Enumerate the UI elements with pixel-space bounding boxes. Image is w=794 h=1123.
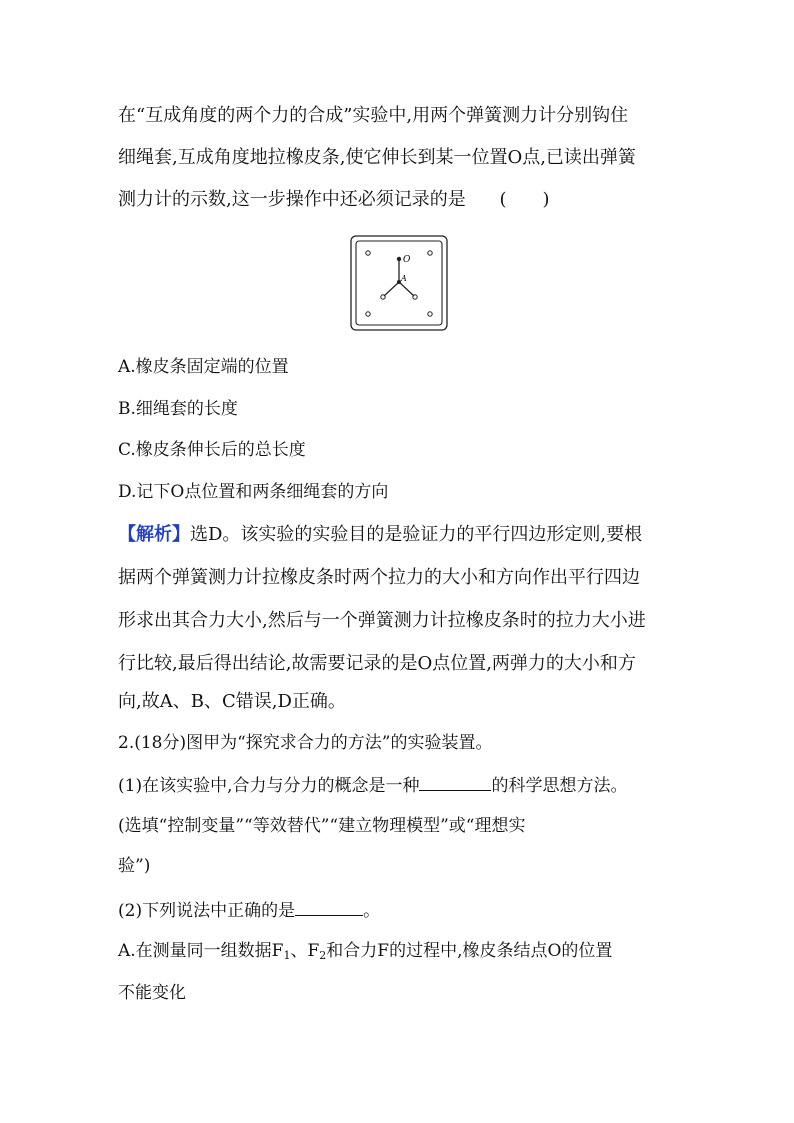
- q2-option-a-sub-1: 1: [283, 949, 291, 962]
- string-left: [384, 282, 399, 296]
- q1-stem-text: 测力计的示数,这一步操作中还必须记录的是: [118, 189, 466, 210]
- pin-top-right: [428, 251, 432, 255]
- q2-part1-note-1: (选填“控制变量”“等效替代”“建立物理模型”或“理想实: [118, 816, 526, 836]
- analysis-label: 【解析】: [118, 524, 190, 545]
- q2-option-a-text-2: 、F: [290, 941, 320, 961]
- point-o-dot: [397, 257, 401, 261]
- q2-part2-after: 。: [363, 901, 381, 921]
- q2-part2-before: (2)下列说法中正确的是: [118, 901, 296, 921]
- pin-top-left: [366, 251, 370, 255]
- q2-option-a-line-1: [118, 939, 612, 968]
- string-right: [399, 282, 414, 296]
- q2-option-a-line-2: 不能变化: [118, 983, 186, 1003]
- q1-option-c: C.橡皮条伸长后的总长度: [118, 440, 306, 460]
- q1-stem-line-3: [118, 188, 550, 212]
- q1-option-d: D.记下O点位置和两条细绳套的方向: [118, 482, 389, 502]
- analysis-line-3: 形求出其合力大小,然后与一个弹簧测力计拉橡皮条时的拉力大小进: [118, 610, 646, 631]
- q2-option-a-sub-2: 2: [319, 949, 327, 962]
- analysis-line-4: 行比较,最后得出结论,故需要记录的是O点位置,两弹力的大小和方: [118, 653, 636, 674]
- q1-stem-line-1: 在“互成角度的两个力的合成”实验中,用两个弹簧测力计分别钩住: [118, 105, 629, 126]
- q1-option-a: A.橡皮条固定端的位置: [118, 357, 289, 377]
- analysis-text-1: 选D。该实验的实验目的是验证力的平行四边形定则,要根: [190, 524, 643, 545]
- q2-part1-after: 的科学思想方法。: [491, 776, 628, 796]
- q1-stem-line-2: 细绳套,互成角度地拉橡皮条,使它伸长到某一位置O点,已读出弹簧: [118, 147, 636, 168]
- q2-option-a-text-1: A.在测量同一组数据F: [118, 941, 284, 961]
- analysis-line-5: 向,故A、B、C错误,D正确。: [118, 691, 346, 712]
- string-right-loop: [413, 295, 417, 299]
- q2-part2-line: [118, 897, 380, 923]
- pin-bottom-left: [366, 312, 370, 316]
- label-a: A: [401, 274, 407, 283]
- label-o: O: [403, 255, 411, 265]
- q2-part1-note-2: 验”): [118, 856, 151, 876]
- pin-bottom-right: [428, 312, 432, 316]
- q2-part1-blank[interactable]: [419, 772, 491, 791]
- q1-option-b: B.细绳套的长度: [118, 399, 238, 419]
- analysis-line-1: [118, 523, 642, 547]
- experiment-board-figure: [350, 235, 448, 331]
- q2-part2-blank[interactable]: [295, 897, 363, 916]
- q2-part1-before: (1)在该实验中,合力与分力的概念是一种: [118, 776, 420, 796]
- q2-title: 2.(18分)图甲为“探究求合力的方法”的实验装置。: [118, 733, 493, 753]
- string-left-loop: [381, 295, 385, 299]
- answer-paren: ( ): [499, 189, 550, 210]
- q2-option-a-text-3: 和合力F的过程中,橡皮条结点O的位置: [326, 941, 613, 961]
- q2-part1-line: [118, 772, 627, 798]
- analysis-line-2: 据两个弹簧测力计拉橡皮条时两个拉力的大小和方向作出平行四边: [118, 567, 640, 588]
